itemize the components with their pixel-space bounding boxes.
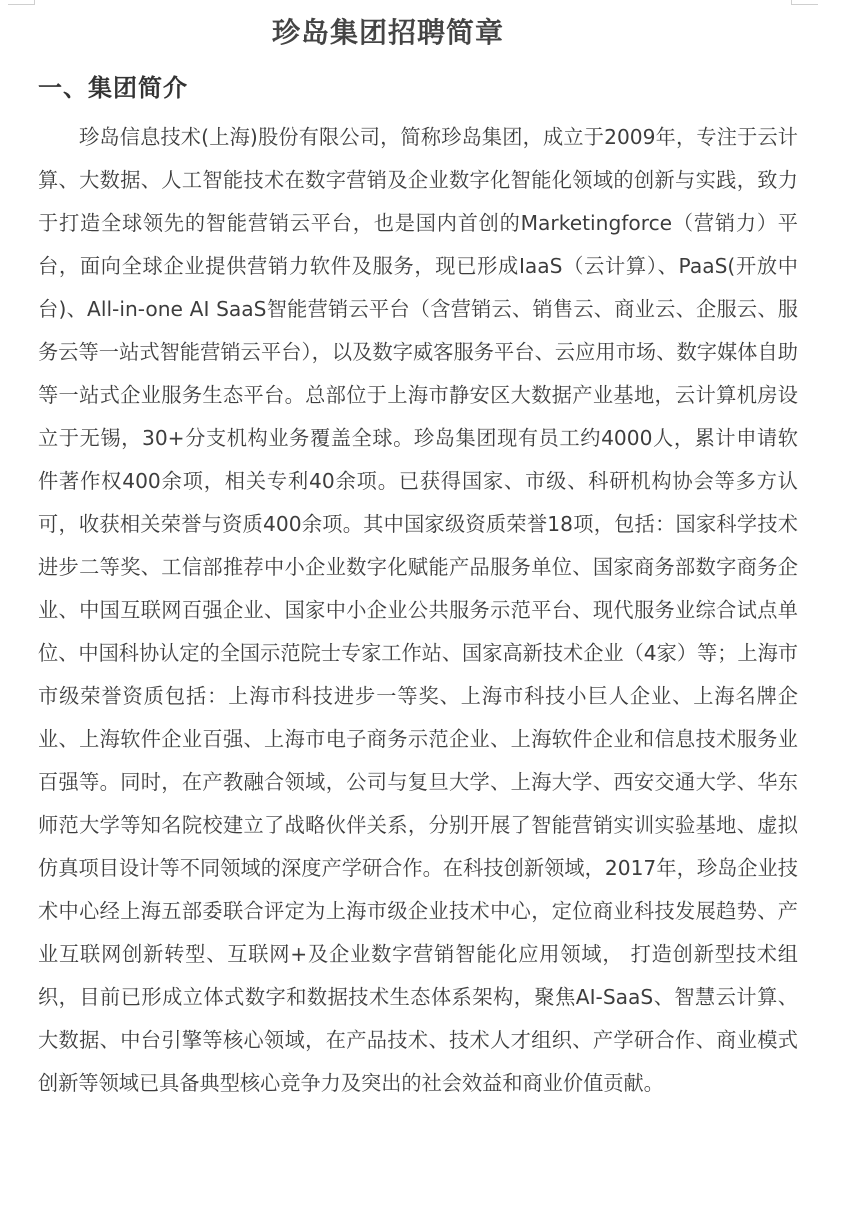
document-title: 珍岛集团招聘简章 — [271, 16, 504, 49]
section-heading: 一、集团简介 — [38, 74, 188, 102]
section-paragraph: 珍岛信息技术(上海)股份有限公司，简称珍岛集团，成立于2009年，专注于云计算、大数据、人工智能技术在数字营销及企业数字化智能化领域的创新与实践，致力于打造全球领先的智能营销云平台，也是国内首创的Marketingforce（营销力）平台，面向全球企业提供营销力软件及服务，现已形成IaaS（云计算）、PaaS(开放中台)、All-in-one AI SaaS智能营销云平台（含营销云、销售云、商业云、企服云、服务云等一站式智能营销云平台），以及数字威客服务平台、云应用市场、数字媒体自助等一站式企业服务生态平台。总部位于上海市静安区大数据产业基地，云计算机房设立于无锡，30+分支机构业务覆盖全球。珍岛集团现有员工约4000人，累计申请软件著作权400余项，相关专利40余项。已获得国家、市级、科研机构协会等多方认可，收获相关荣誉与资质400余项。其中国家级资质荣誉18项，包括：国家科学技术进步二等奖、工信部推荐中小企业数字化赋能产品服务单位、国家商务部数字商务企业、中国互联网百强企业、国家中小企业公共服务示范平台、现代服务业综合试点单位、中国科协认定的全国示范院士专家工作站、国家高新技术企业（4家）等；上海市市级荣誉资质包括：上海市科技进步一等奖、上海市科技小巨人企业、上海名牌企业、上海软件企业百强、上海市电子商务示范企业、上海软件企业和信息技术服务业百强等。同时，在产教融合领域，公司与复旦大学、上海大学、西安交通大学、华东师范大学等知名院校建立了战略伙伴关系，分别开展了智能营销实训实验基地、虚拟仿真项目设计等不同领域的深度产学研合作。在科技创新领域，2017年，珍岛企业技术中心经上海五部委联合评定为上海市级企业技术中心，定位商业科技发展趋势、产业互联网创新转型、互联网+及企业数字营销智能化应用领域， 打造创新型技术组织，目前已形成立体式数字和数据技术生态体系架构，聚焦AI-SaaS、智慧云计算、大数据、中台引擎等核心领域，在产品技术、技术人才组织、产学研合作、商业模式创新等领域已具备典型核心竞争力及突出的社会效益和商业价值贡献。 — [38, 125, 798, 1095]
page-corner-mark-right — [791, 0, 818, 5]
page-corner-mark-left — [8, 0, 35, 5]
